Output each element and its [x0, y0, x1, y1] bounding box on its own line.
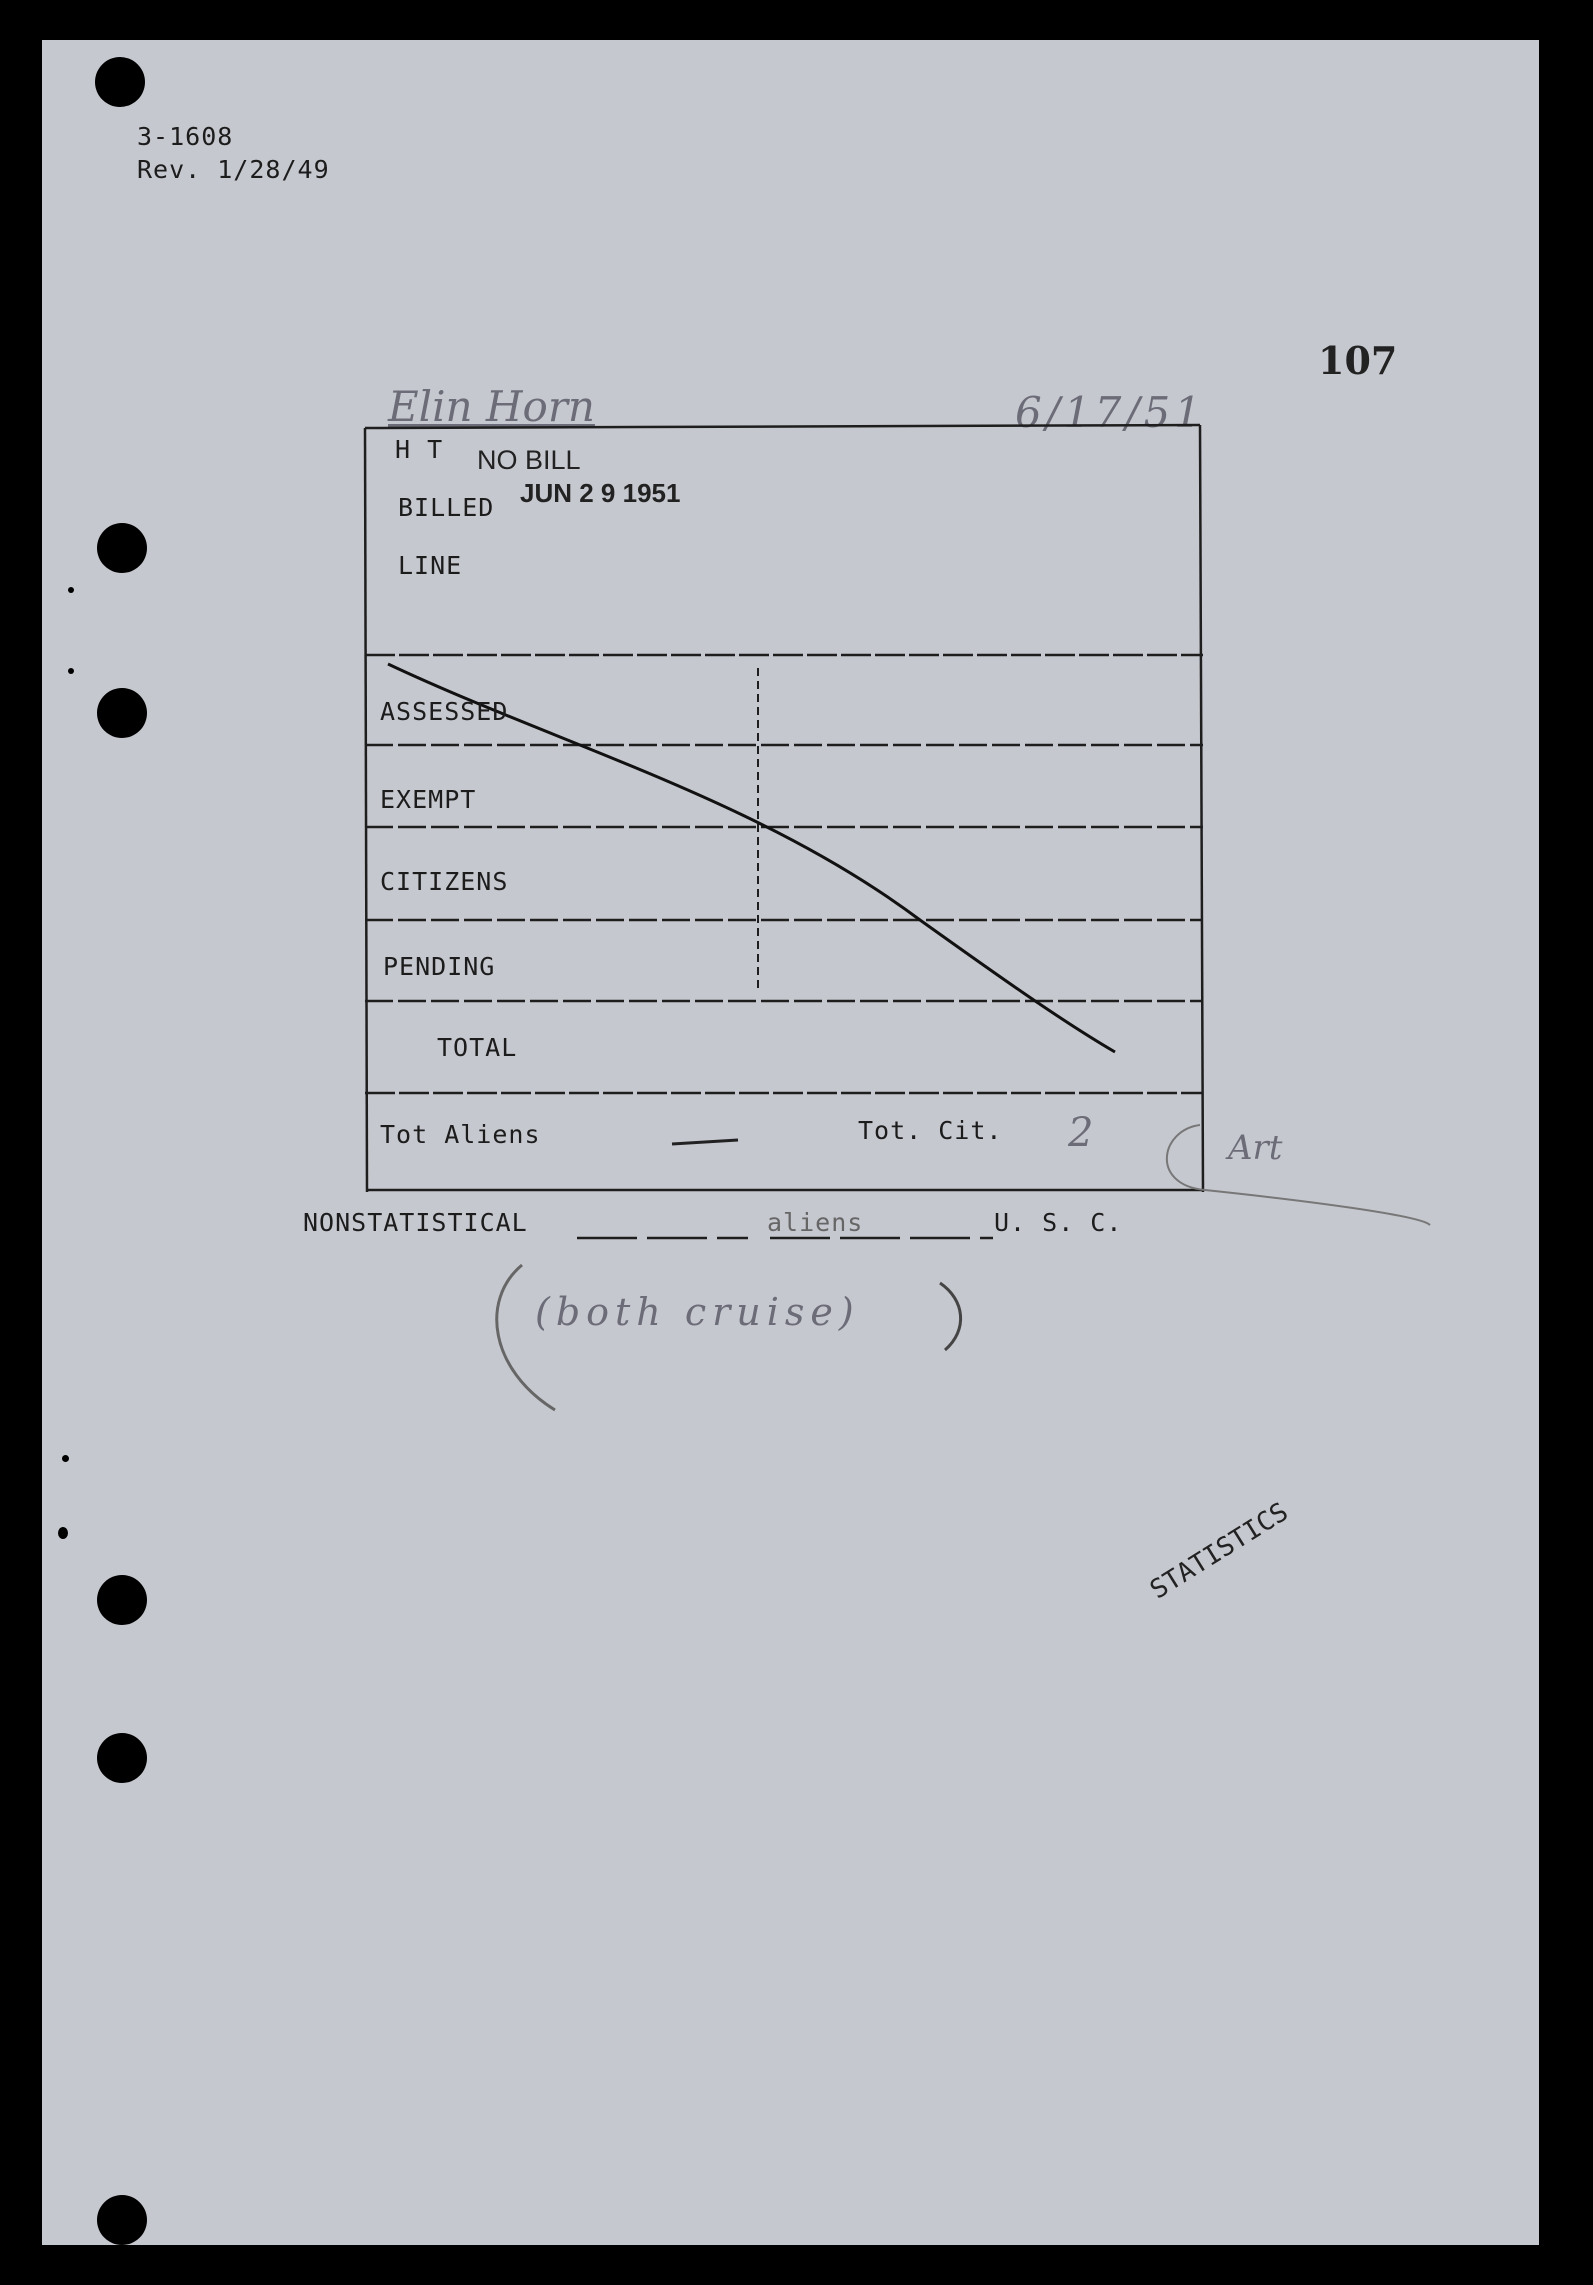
- handwritten-date: 6/17/51: [1015, 388, 1205, 437]
- form-number: 3-1608: [137, 122, 234, 151]
- handwritten-note: (both cruise): [535, 1290, 860, 1334]
- billed-label: BILLED: [398, 493, 495, 522]
- statistics-stamp: STATISTICS: [1145, 1497, 1294, 1606]
- tot-cit-label: Tot. Cit.: [858, 1116, 1003, 1145]
- nonstatistical-label: NONSTATISTICAL: [303, 1208, 528, 1237]
- usc-label: U. S. C.: [994, 1208, 1123, 1237]
- row-label-citizens: CITIZENS: [380, 867, 509, 896]
- tot-cit-value: 2: [1068, 1110, 1094, 1156]
- initials: Art: [1228, 1128, 1283, 1168]
- ht-label: H T: [395, 435, 444, 464]
- line-label: LINE: [398, 551, 463, 580]
- date-stamp: JUN 2 9 1951: [520, 478, 681, 508]
- tot-aliens-label: Tot Aliens: [380, 1120, 541, 1149]
- no-bill-stamp: NO BILL: [477, 445, 581, 475]
- total-label: TOTAL: [437, 1033, 518, 1062]
- page-number: 107: [1318, 338, 1398, 383]
- row-label-exempt: EXEMPT: [380, 785, 477, 814]
- row-label-assessed: ASSESSED: [380, 697, 509, 726]
- form-revision: Rev. 1/28/49: [137, 155, 330, 184]
- aliens-label: aliens: [767, 1208, 864, 1237]
- handwritten-name: Elin Horn: [388, 382, 595, 431]
- row-label-pending: PENDING: [383, 952, 496, 981]
